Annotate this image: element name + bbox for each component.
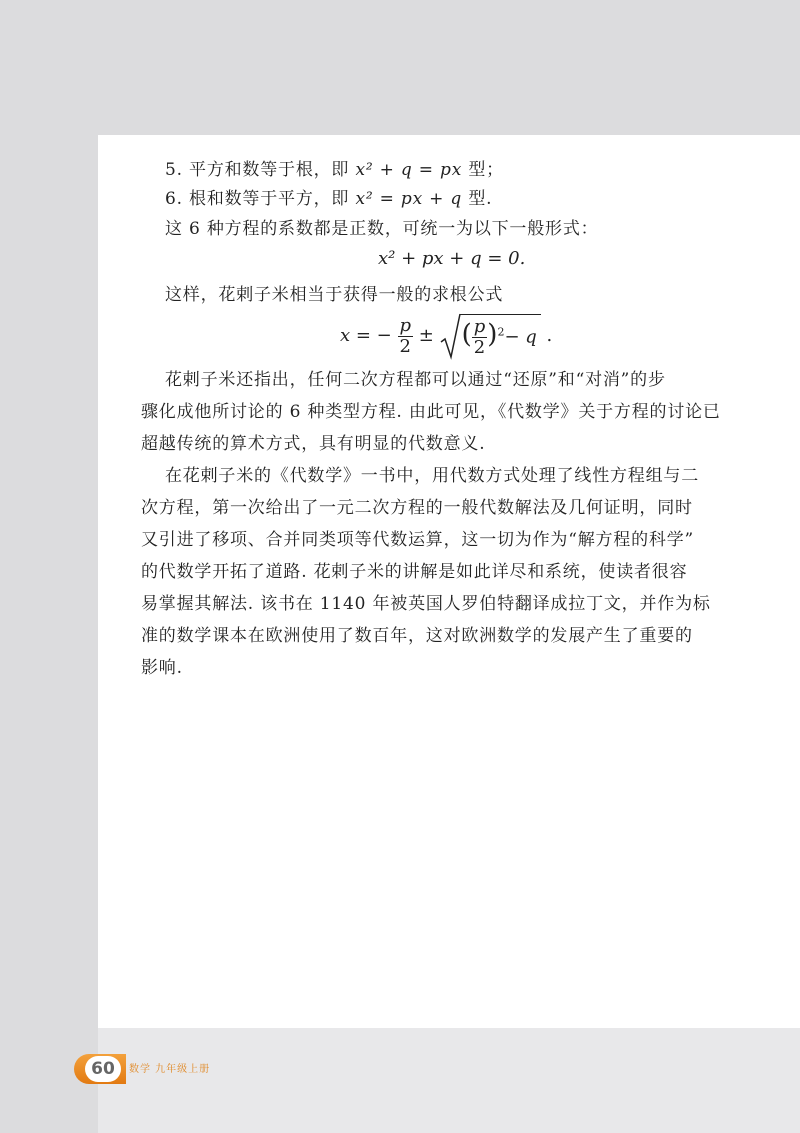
page-bottom-band — [98, 1028, 800, 1133]
exponent: 2 — [497, 325, 505, 339]
page-number: 60 — [85, 1056, 121, 1082]
paragraph-line: 超越传统的算术方式，具有明显的代数意义. — [141, 434, 486, 454]
paragraph-line: 骤化成他所讨论的 6 种类型方程. 由此可见，《代数学》关于方程的讨论已 — [141, 402, 721, 422]
text-segment: 型； — [462, 160, 504, 180]
radicand: ( $\frac{p}{2}$ )$^2$− q — [460, 314, 541, 358]
paragraph-line: 准的数学课本在欧洲使用了数百年，这对欧洲数学的发展产生了重要的 — [141, 626, 693, 646]
fraction-denominator: 2 — [399, 335, 411, 357]
text-segment: 型. — [462, 189, 493, 209]
paragraph-line: 影响. — [141, 658, 183, 678]
square-root — [440, 312, 541, 360]
fraction-numerator: p — [399, 314, 412, 336]
text-segment: 6. 根和数等于平方，即 — [165, 189, 356, 209]
paragraph-line: 的代数学开拓了道路. 花剌子米的讲解是如此详尽和系统，使读者很容 — [141, 562, 688, 582]
paragraph-line: 在花剌子米的《代数学》一书中，用代数方式处理了线性方程组与二 — [165, 466, 699, 486]
text-segment: 5. 平方和数等于根，即 — [165, 160, 356, 180]
formula-lhs: x = − — [340, 325, 392, 346]
formula-tail: − q — [504, 326, 537, 348]
text-line: 这 6 种方程的系数都是正数，可统一为以下一般形式： — [165, 219, 599, 239]
formula-period: . — [546, 325, 553, 346]
equation-root-formula — [340, 312, 552, 360]
radical-sign-icon — [440, 312, 462, 360]
fraction-numerator: p — [473, 316, 486, 337]
fraction — [472, 317, 488, 358]
list-item-type-5 — [165, 158, 504, 182]
list-item-type-6 — [165, 187, 492, 211]
paragraph-line: 易掌握其解法. 该书在 1140 年被英国人罗伯特翻译成拉丁文，并作为标 — [141, 594, 711, 614]
fraction — [398, 316, 414, 357]
paragraph-line: 又引进了移项、合并同类项等代数运算，这一切为作为“解方程的科学” — [141, 530, 694, 550]
text-line: 这样，花剌子米相当于获得一般的求根公式 — [165, 285, 504, 305]
math-inline: x² = px + q — [355, 189, 463, 209]
paragraph-line: 花剌子米还指出，任何二次方程都可以通过“还原”和“对消”的步 — [165, 370, 666, 390]
math-inline: x² + q = px — [355, 160, 463, 180]
fraction-denominator: 2 — [473, 337, 486, 358]
plus-minus: ± — [418, 325, 434, 346]
paragraph-line: 次方程，第一次给出了一元二次方程的一般代数解法及几何证明，同时 — [141, 498, 693, 518]
equation-general-form: x² + px + q = 0. — [378, 248, 526, 269]
book-title: 数学 九年级上册 — [129, 1064, 211, 1075]
